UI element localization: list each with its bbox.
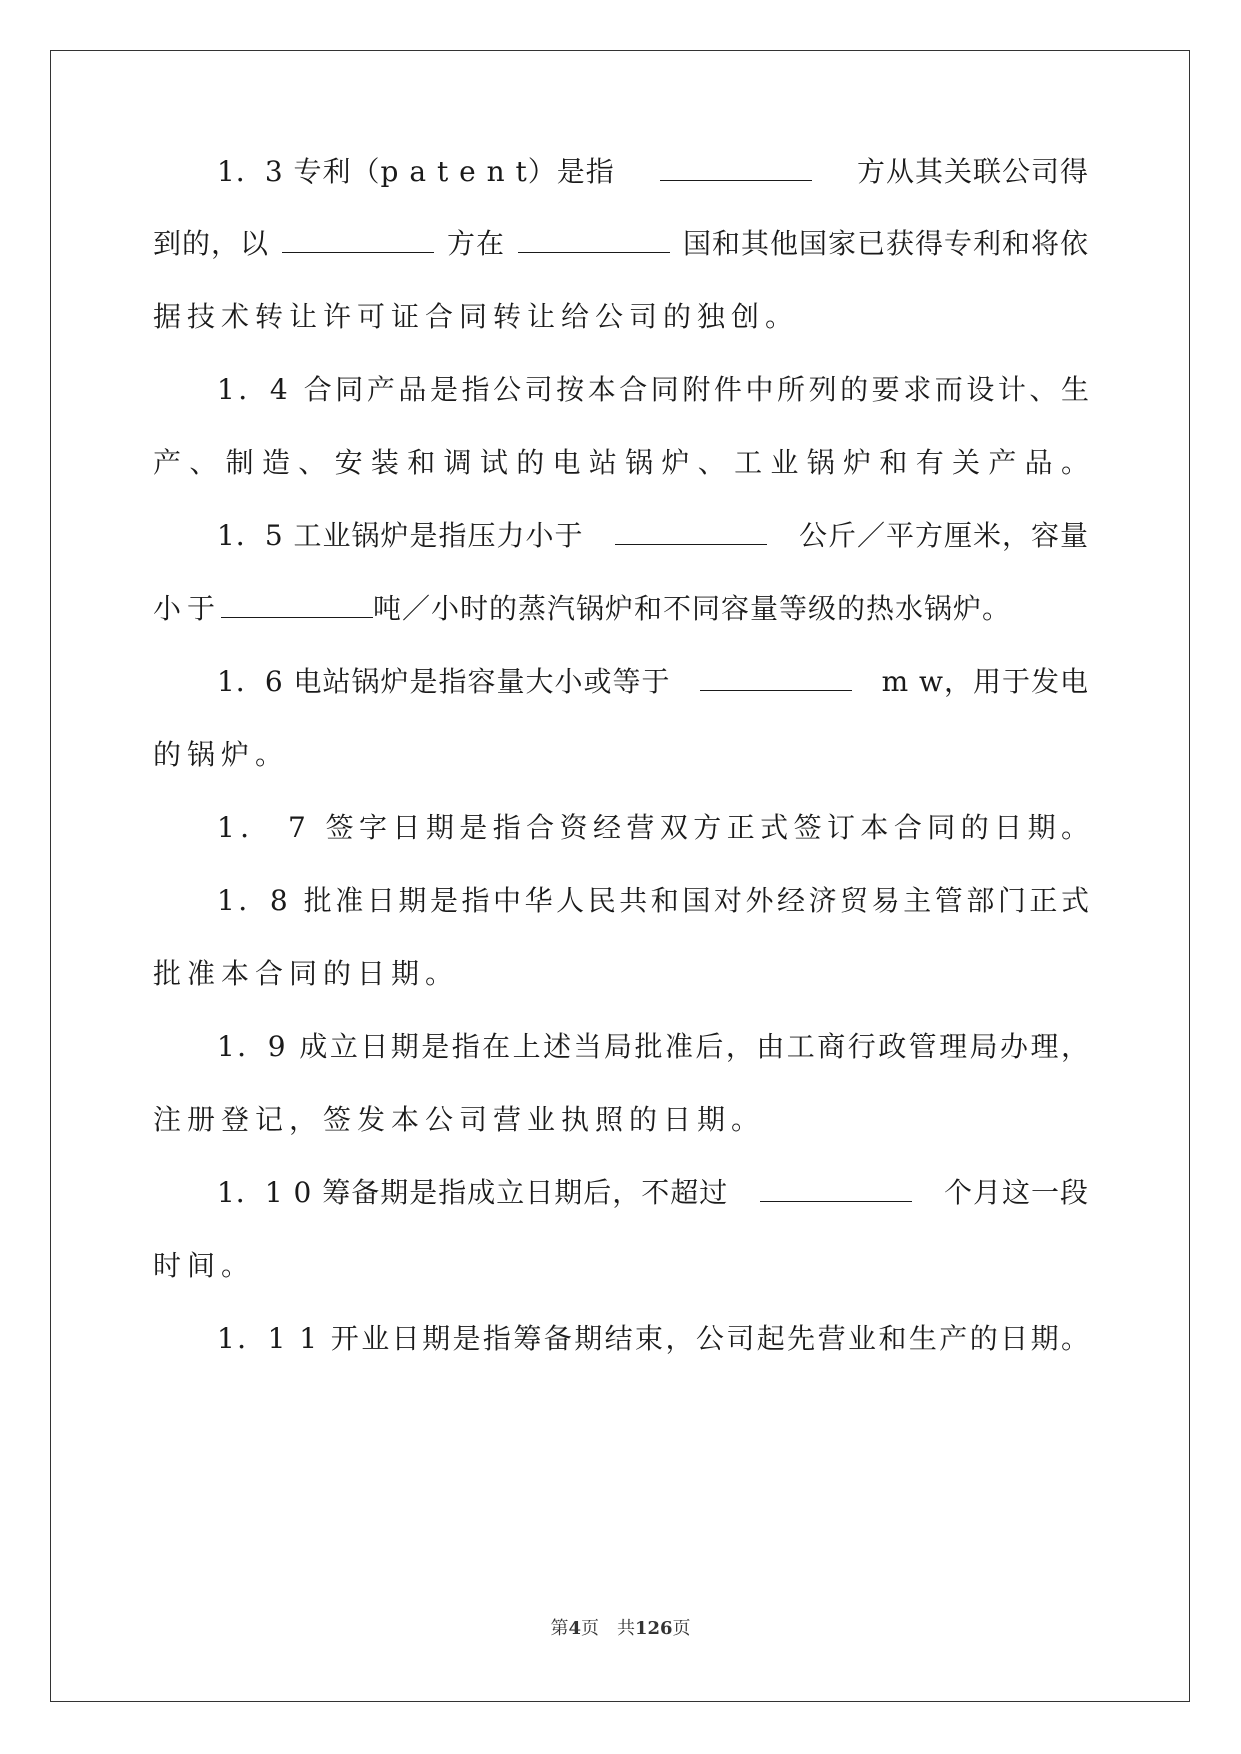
text-segment: 公斤／平方厘米，容量	[798, 519, 1089, 552]
text-segment: 时间。	[153, 1249, 256, 1282]
text-segment: 到的，以	[153, 227, 270, 260]
text-segment: 1．5 工业锅炉是指压力小于	[217, 519, 584, 552]
para-1-3-line-1	[153, 150, 1089, 194]
para-1-8-line-1	[153, 879, 1093, 923]
fill-in-blank[interactable]	[282, 222, 434, 253]
text-segment: 方从其关联公司得	[856, 155, 1089, 188]
para-1-9-line-2	[153, 1098, 1089, 1142]
para-1-6-line-1	[153, 660, 1089, 704]
para-1-8-line-2	[153, 952, 1089, 996]
text-segment: 注册登记，签发本公司营业执照的日期。	[153, 1103, 766, 1136]
footer-mid: 页 共	[580, 1618, 635, 1639]
para-1-9-line-1	[153, 1025, 1092, 1069]
para-1-11-line-1	[153, 1317, 1092, 1361]
fill-in-blank[interactable]	[660, 150, 812, 181]
text-segment: 1．4 合同产品是指公司按本合同附件中所列的要求而设计、生	[217, 373, 1093, 406]
para-1-4-line-1	[153, 368, 1093, 412]
current-page-number: 4	[568, 1618, 581, 1639]
text-segment: 1．1 0 筹备期是指成立日期后，不超过	[217, 1176, 729, 1209]
para-1-3-line-2	[153, 222, 1089, 266]
text-segment: 1．8 批准日期是指中华人民共和国对外经济贸易主管部门正式	[217, 884, 1093, 917]
text-segment: 1．9 成立日期是指在上述当局批准后，由工商行政管理局办理，	[217, 1030, 1092, 1063]
text-segment: 产、制造、安装和调试的电站锅炉、工业锅炉和有关产品。	[153, 446, 1098, 479]
footer-suffix: 页	[672, 1618, 691, 1639]
total-page-count: 126	[634, 1618, 673, 1639]
para-1-7-line-1	[153, 806, 1095, 850]
para-1-10-line-1	[153, 1171, 1089, 1215]
fill-in-blank[interactable]	[760, 1171, 912, 1202]
text-segment: m w，用于发电	[881, 665, 1089, 698]
text-segment: 1．3 专利（p a t e n t）是指	[217, 155, 615, 188]
para-1-3-line-3	[153, 295, 1089, 339]
text-segment: 方在	[446, 227, 505, 260]
para-1-6-line-2	[153, 733, 1089, 777]
para-1-5-line-2	[153, 587, 1089, 631]
text-segment: 1． 7 签字日期是指合资经营双方正式签订本合同的日期。	[217, 811, 1095, 844]
text-segment: 批准本合同的日期。	[153, 957, 460, 990]
text-segment: 国和其他国家已获得专利和将依	[682, 227, 1089, 260]
para-1-4-line-2	[153, 441, 1098, 485]
text-segment: 的锅炉。	[153, 738, 290, 771]
fill-in-blank[interactable]	[221, 587, 373, 618]
page-footer	[0, 1614, 1241, 1640]
text-segment: 个月这一段	[943, 1176, 1089, 1209]
para-1-5-line-1	[153, 514, 1089, 558]
text-segment: 吨／小时的蒸汽锅炉和不同容量等级的热水锅炉。	[373, 592, 1012, 625]
fill-in-blank[interactable]	[518, 222, 670, 253]
fill-in-blank[interactable]	[615, 514, 767, 545]
text-segment: 小于	[153, 592, 222, 625]
text-segment: 据技术转让许可证合同转让给公司的独创。	[153, 300, 800, 333]
para-1-10-line-2	[153, 1244, 1089, 1288]
text-segment: 1．1 1 开业日期是指筹备期结束，公司起先营业和生产的日期。	[217, 1322, 1092, 1355]
fill-in-blank[interactable]	[700, 660, 852, 691]
footer-prefix: 第	[550, 1618, 569, 1639]
text-segment: 1．6 电站锅炉是指容量大小或等于	[217, 665, 671, 698]
